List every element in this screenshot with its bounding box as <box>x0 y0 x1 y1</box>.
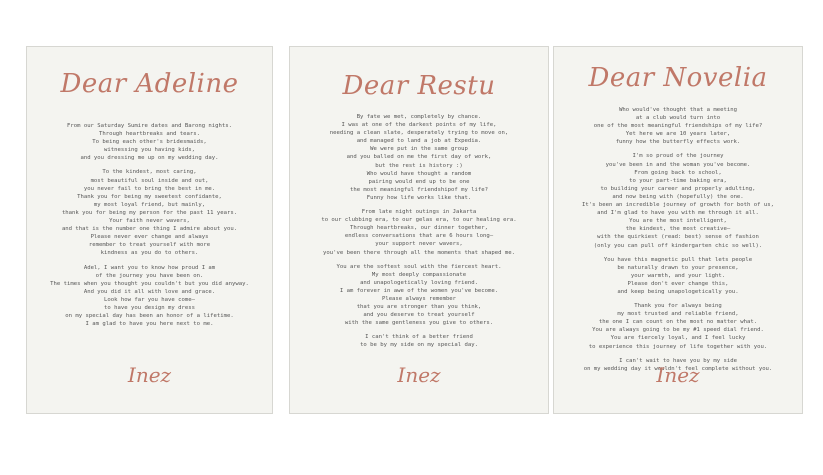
letter-line: Through heartbreaks, our dinner together, <box>349 225 489 232</box>
letter-line: and you deserve to treat yourself <box>363 312 475 319</box>
letter-line: You have this magnetic pull that lets people <box>603 256 753 263</box>
letter-line: I can't think of a better friend <box>365 334 473 341</box>
letter-line: you've been there through all the moments that shaped me. <box>323 249 515 256</box>
letter-body <box>294 113 544 356</box>
letter-line: You are always going to be my #1 speed dial friend. <box>592 327 764 334</box>
letter-line: with the quirkiest (read: best) sense of fashion <box>597 234 759 241</box>
letter-line: to building your career and properly adulting, <box>600 185 756 192</box>
letter-line: funny how the butterfly effects work. <box>615 139 741 146</box>
letter-paragraph <box>294 333 544 349</box>
letter-paragraph <box>31 264 268 329</box>
letter-paragraph <box>558 256 798 296</box>
letter-line: Funny how life works like that. <box>366 194 472 201</box>
letter-line: endless conversations that are 6 hours long— <box>344 233 494 240</box>
letter-card-restu <box>289 46 549 414</box>
letter-paragraph <box>558 152 798 249</box>
letter-line: Please never ever change and always <box>90 234 209 241</box>
letter-line: I am glad to have you here next to me. <box>85 321 214 328</box>
letter-paragraph <box>31 122 268 162</box>
letter-paragraph <box>294 208 544 257</box>
letter-paragraph <box>31 168 268 257</box>
letter-line: my most loyal friend, but mainly, <box>93 201 206 208</box>
letter-line: the one I can count on the most no matter what. <box>598 319 758 326</box>
letter-line: To the kindest, most caring, <box>102 169 197 176</box>
letter-line: but the rest is history :) <box>375 162 463 169</box>
letter-line: From going back to school, <box>634 169 722 176</box>
salutation-title: Dear Adeline <box>60 69 239 99</box>
letter-line: on my wedding day it wouldn't feel complete without you. <box>583 365 773 372</box>
letter-line: to our clubbing era, to our gelas era, to our healing era. <box>321 217 517 224</box>
letter-line: We were put in the same group <box>370 146 468 153</box>
letter-line: remember to treat yourself with more <box>88 242 211 249</box>
letter-line: that you are stronger than you think, <box>356 304 482 311</box>
signature: Inez <box>656 363 700 387</box>
letter-line: my most trusted and reliable friend, <box>617 311 739 318</box>
letter-line: be naturally drawn to your presence, <box>617 264 739 271</box>
letter-line: To being each other's bridesmaids, <box>92 139 207 146</box>
letter-line: to experience this journey of life together with you. <box>588 343 768 350</box>
letter-line: Who would've thought that a meeting <box>619 107 737 113</box>
letter-line: Your faith never wavers, <box>109 218 190 225</box>
letter-line: Who would have thought a random <box>366 170 472 177</box>
letter-line: and keep being unapologetically you. <box>617 288 739 295</box>
letter-line: needing a clean slate, desperately trying to move on, <box>329 130 509 137</box>
letter-line: one of the most meaningful friendships of my life? <box>593 123 763 130</box>
signature: Inez <box>397 363 441 387</box>
letter-body <box>558 106 798 379</box>
letter-line: most beautiful soul inside and out, <box>90 177 209 184</box>
letter-line: thank you for being my person for the past 11 years. <box>61 209 238 216</box>
letter-line: I am forever in awe of the women you've become. <box>339 287 499 294</box>
letter-paragraph <box>294 263 544 328</box>
letter-line: you've been in and the woman you've become. <box>605 161 751 168</box>
letter-line: You are the most intelligent, <box>629 218 727 225</box>
salutation-title: Dear Novelia <box>588 63 768 93</box>
letter-line: Thank you for always being <box>634 303 722 310</box>
letter-line: And you did it all with love and grace. <box>83 288 216 295</box>
letter-line: You are fiercely loyal, and I feel lucky <box>610 335 746 342</box>
letter-paragraph <box>294 113 544 202</box>
letter-line: your warmth, and your light. <box>630 272 726 279</box>
letter-line: with the same gentleness you give to others. <box>344 320 494 327</box>
letter-line: at a club would turn into <box>635 115 721 122</box>
letter-paragraph <box>558 106 798 146</box>
letter-line: It's been an incredible journey of growth for both of us, <box>582 202 774 209</box>
letter-line: and you dressing me up on my wedding day. <box>80 155 219 162</box>
letter-line: (only you can pull off kindergarten chic so well). <box>593 242 763 249</box>
letter-line: and managed to land a job at Expedia. <box>356 138 482 145</box>
letter-line: pairing would end up to be one <box>368 178 470 185</box>
letter-line: Look how far you have come— <box>104 296 195 303</box>
letter-line: From late night outings in Jakarta <box>361 209 477 216</box>
letter-paragraph <box>558 302 798 351</box>
letter-line: and I'm glad to have you with me through it all. <box>597 210 759 217</box>
letter-line: The times when you thought you couldn't but you did anyway. <box>50 280 249 287</box>
letter-line: I can't wait to have you by my side <box>619 357 737 364</box>
letter-line: you never fail to bring the best in me. <box>83 185 216 192</box>
letter-body <box>31 122 268 334</box>
letter-line: to your part-time baking era, <box>629 177 727 184</box>
letter-line: kindness as you do to others. <box>100 250 199 257</box>
letter-line: By fate we met, completely by chance. <box>356 114 482 120</box>
letter-line: Please don't ever change this, <box>627 280 729 287</box>
letter-line: and that is the number one thing I admire about you. <box>61 226 238 233</box>
letter-line: to be by my side on my special day. <box>360 342 478 349</box>
signature: Inez <box>127 363 172 387</box>
letter-line: your support never wavers, <box>375 241 463 248</box>
letter-line: and you balled on me the first day of work, <box>346 154 492 161</box>
salutation-title: Dear Restu <box>342 71 496 101</box>
letter-line: the most meaningful friendshipof my life? <box>349 186 489 193</box>
letter-line: I'm so proud of the journey <box>632 153 724 160</box>
letter-line: I was at one of the darkest points of my life, <box>341 122 497 129</box>
letter-card-novelia <box>553 46 803 414</box>
letter-line: of the journey you have been on. <box>95 272 204 279</box>
letter-line: You are the softest soul with the fiercest heart. <box>336 263 502 270</box>
letter-card-adeline <box>26 46 273 414</box>
letter-line: and unapologetically loving friend. <box>360 279 478 286</box>
letter-line: to have you design my dress <box>104 304 195 311</box>
letter-line: Please always remember <box>381 295 457 302</box>
letter-line: and now being with (hopefully) the one. <box>612 193 744 200</box>
letter-line: on my special day has been an honor of a lifetime. <box>65 313 234 320</box>
letter-line: Thank you for being my sweetest confidante, <box>77 193 222 200</box>
letter-line: From our Saturday Sumire dates and Barong nights. <box>66 123 233 129</box>
letter-line: Through heartbreaks and tears. <box>98 131 201 138</box>
letter-line: Yet here we are 10 years later, <box>625 131 731 138</box>
letter-line: the kindest, the most creative— <box>625 226 731 233</box>
letter-line: Adel, I want you to know how proud I am <box>83 264 216 271</box>
letter-line: My most deeply compassionate <box>371 271 467 278</box>
letter-line: witnessing you having kids, <box>104 147 195 154</box>
